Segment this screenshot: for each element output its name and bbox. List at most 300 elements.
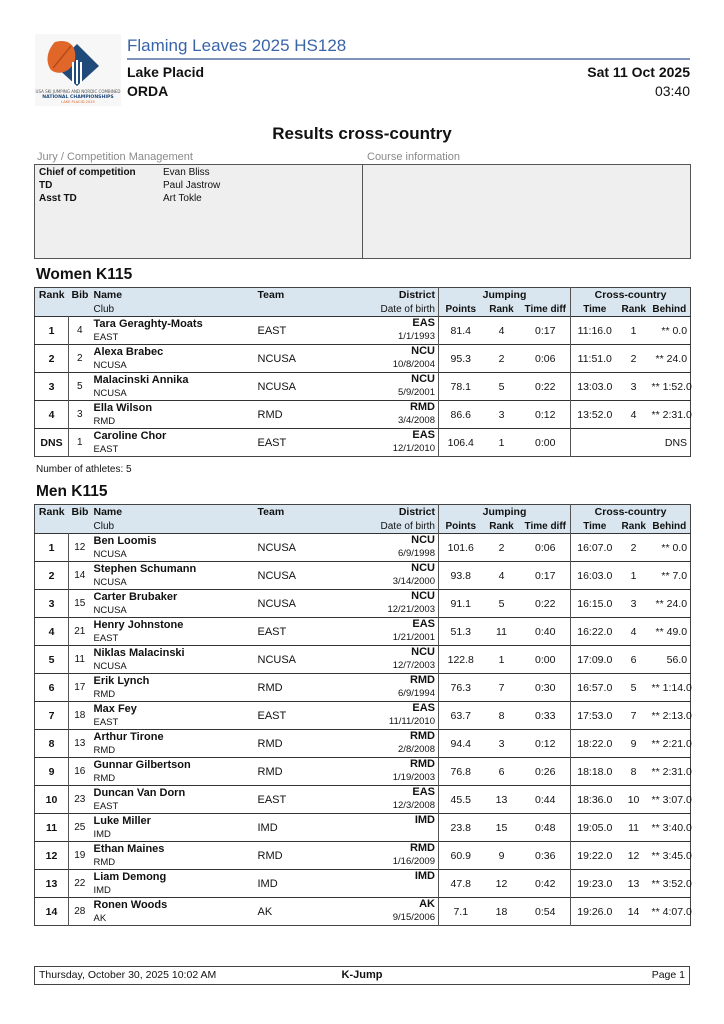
- district-cell: [355, 562, 439, 590]
- team-cell: NCUSA: [255, 590, 355, 618]
- bib-cell: 14: [69, 562, 91, 590]
- athlete-name: Carter Brubaker: [93, 590, 178, 603]
- bib-cell: 23: [69, 786, 91, 814]
- men-results-table: [34, 504, 691, 926]
- course-info-panel: [362, 164, 691, 259]
- col-club: Club: [91, 302, 255, 317]
- athlete-name: Max Fey: [93, 702, 137, 715]
- bib-cell: 28: [69, 898, 91, 926]
- district-cell: [355, 702, 439, 730]
- table-row: [35, 373, 691, 401]
- jump-rank-cell: 4: [483, 562, 521, 590]
- athlete-name: Arthur Tirone: [93, 730, 164, 743]
- col-behind: Behind: [649, 519, 691, 534]
- bib-cell: 3: [69, 401, 91, 429]
- district-cell: [355, 814, 439, 842]
- bib-cell: 4: [69, 317, 91, 345]
- district-code: RMD: [409, 842, 435, 854]
- points-cell: 86.6: [439, 401, 483, 429]
- name-cell: [91, 562, 255, 590]
- jump-rank-cell: 5: [483, 590, 521, 618]
- jury-row: [39, 167, 210, 178]
- district-cell: [355, 842, 439, 870]
- jump-rank-cell: 6: [483, 758, 521, 786]
- athlete-name: Liam Demong: [93, 870, 167, 883]
- date-of-birth: 6/9/1998: [398, 548, 435, 559]
- document-title: Results cross-country: [272, 124, 452, 143]
- behind-cell: ** 2:31.0: [649, 758, 691, 786]
- course-info-label: Course information: [367, 151, 460, 163]
- time-diff-cell: 0:33: [521, 702, 571, 730]
- xc-time-cell: 17:53.0: [571, 702, 619, 730]
- col-points: Points: [439, 302, 483, 317]
- svg-text:LAKE PLACID 2025: LAKE PLACID 2025: [61, 100, 95, 104]
- time-diff-cell: 0:00: [521, 646, 571, 674]
- team-cell: IMD: [255, 870, 355, 898]
- district-cell: [355, 429, 439, 457]
- table-row: [35, 702, 691, 730]
- col-xc-time: Time: [571, 302, 619, 317]
- col-dob: Date of birth: [355, 519, 439, 534]
- district-code: EAS: [412, 317, 435, 329]
- athlete-club: EAST: [93, 443, 119, 455]
- name-cell: [91, 646, 255, 674]
- svg-text:NATIONAL CHAMPIONSHIPS: NATIONAL CHAMPIONSHIPS: [42, 95, 114, 100]
- jury-role: Asst TD: [39, 193, 77, 204]
- jump-rank-cell: 3: [483, 730, 521, 758]
- table-row: [35, 842, 691, 870]
- col-xc-rank: Rank: [619, 519, 649, 534]
- jump-rank-cell: 1: [483, 429, 521, 457]
- jury-role: TD: [39, 180, 53, 191]
- bib-cell: 5: [69, 373, 91, 401]
- points-cell: 60.9: [439, 842, 483, 870]
- athlete-name: Tara Geraghty-Moats: [93, 317, 203, 330]
- team-cell: EAST: [255, 786, 355, 814]
- behind-cell: ** 3:52.0: [649, 870, 691, 898]
- time-diff-cell: 0:26: [521, 758, 571, 786]
- col-points: Points: [439, 519, 483, 534]
- athlete-club: IMD: [93, 828, 111, 840]
- xc-rank-cell: 4: [619, 401, 649, 429]
- col-time-diff: Time diff: [521, 519, 571, 534]
- xc-rank-cell: 3: [619, 373, 649, 401]
- date-of-birth: 12/1/2010: [392, 443, 435, 454]
- date-of-birth: 6/9/1994: [398, 688, 435, 699]
- xc-rank-cell: 5: [619, 674, 649, 702]
- district-code: IMD: [414, 870, 435, 882]
- xc-time-cell: 18:18.0: [571, 758, 619, 786]
- col-team: Team: [255, 288, 355, 303]
- name-cell: [91, 317, 255, 345]
- name-cell: [91, 401, 255, 429]
- xc-rank-cell: 13: [619, 870, 649, 898]
- women-results-table: [34, 287, 691, 457]
- women-category-title: Women K115: [36, 266, 133, 283]
- points-cell: 76.8: [439, 758, 483, 786]
- table-row: [35, 674, 691, 702]
- athlete-club: NCUSA: [93, 604, 127, 616]
- date-of-birth: 12/7/2003: [392, 660, 435, 671]
- district-cell: [355, 345, 439, 373]
- athlete-club: RMD: [93, 744, 116, 756]
- time-diff-cell: 0:22: [521, 590, 571, 618]
- leaf-logo-icon: [35, 34, 121, 106]
- table-subheader-row: [35, 519, 691, 534]
- team-cell: EAST: [255, 702, 355, 730]
- behind-cell: ** 2:13.0: [649, 702, 691, 730]
- rank-cell: 5: [35, 646, 69, 674]
- district-cell: [355, 590, 439, 618]
- bib-cell: 25: [69, 814, 91, 842]
- district-cell: [355, 373, 439, 401]
- athlete-club: EAST: [93, 716, 119, 728]
- bib-cell: 21: [69, 618, 91, 646]
- col-behind: Behind: [649, 302, 691, 317]
- col-district: District: [355, 505, 439, 520]
- jump-rank-cell: 4: [483, 317, 521, 345]
- points-cell: 7.1: [439, 898, 483, 926]
- athlete-club: NCUSA: [93, 548, 127, 560]
- points-cell: 93.8: [439, 562, 483, 590]
- behind-cell: ** 3:45.0: [649, 842, 691, 870]
- xc-rank-cell: 4: [619, 618, 649, 646]
- time-diff-cell: 0:06: [521, 345, 571, 373]
- table-row: [35, 814, 691, 842]
- time-diff-cell: 0:17: [521, 317, 571, 345]
- name-cell: [91, 534, 255, 562]
- col-xc-rank: Rank: [619, 302, 649, 317]
- jump-rank-cell: 12: [483, 870, 521, 898]
- name-cell: [91, 870, 255, 898]
- bib-cell: 1: [69, 429, 91, 457]
- district-code: AK: [419, 898, 435, 910]
- name-cell: [91, 842, 255, 870]
- bib-cell: 19: [69, 842, 91, 870]
- points-cell: 122.8: [439, 646, 483, 674]
- time-diff-cell: 0:48: [521, 814, 571, 842]
- district-cell: [355, 786, 439, 814]
- date-of-birth: 3/4/2008: [398, 415, 435, 426]
- xc-time-cell: 16:07.0: [571, 534, 619, 562]
- date-of-birth: 12/3/2008: [392, 800, 435, 811]
- table-header-row: [35, 505, 691, 520]
- behind-cell: DNS: [649, 429, 691, 457]
- district-cell: [355, 646, 439, 674]
- name-cell: [91, 730, 255, 758]
- date-of-birth: 1/16/2009: [392, 856, 435, 867]
- time-diff-cell: 0:06: [521, 534, 571, 562]
- athlete-club: RMD: [93, 856, 116, 868]
- rank-cell: 8: [35, 730, 69, 758]
- xc-rank-cell: [619, 429, 649, 457]
- points-cell: 45.5: [439, 786, 483, 814]
- district-code: NCU: [411, 373, 435, 385]
- athlete-name: Henry Johnstone: [93, 618, 184, 631]
- table-row: [35, 758, 691, 786]
- athlete-name: Duncan Van Dorn: [93, 786, 186, 799]
- col-time-diff: Time diff: [521, 302, 571, 317]
- district-code: NCU: [411, 562, 435, 574]
- time-diff-cell: 0:44: [521, 786, 571, 814]
- behind-cell: ** 0.0: [649, 317, 691, 345]
- athlete-club: RMD: [93, 772, 116, 784]
- table-header-row: [35, 288, 691, 303]
- xc-rank-cell: 3: [619, 590, 649, 618]
- points-cell: 23.8: [439, 814, 483, 842]
- date-of-birth: 1/1/1993: [398, 331, 435, 342]
- competition-time: 03:40: [654, 83, 690, 99]
- bib-cell: 18: [69, 702, 91, 730]
- behind-cell: ** 24.0: [649, 345, 691, 373]
- xc-rank-cell: 12: [619, 842, 649, 870]
- points-cell: 91.1: [439, 590, 483, 618]
- xc-time-cell: 17:09.0: [571, 646, 619, 674]
- name-cell: [91, 786, 255, 814]
- district-cell: [355, 317, 439, 345]
- rank-cell: DNS: [35, 429, 69, 457]
- rank-cell: 10: [35, 786, 69, 814]
- behind-cell: ** 2:21.0: [649, 730, 691, 758]
- table-row: [35, 786, 691, 814]
- table-row: [35, 870, 691, 898]
- rank-cell: 11: [35, 814, 69, 842]
- jury-person: Art Tokle: [163, 193, 202, 204]
- behind-cell: ** 2:31.0: [649, 401, 691, 429]
- table-row: [35, 534, 691, 562]
- athlete-club: IMD: [93, 884, 111, 896]
- table-row: [35, 401, 691, 429]
- athlete-name: Luke Miller: [93, 814, 151, 827]
- team-cell: NCUSA: [255, 373, 355, 401]
- xc-time-cell: 19:23.0: [571, 870, 619, 898]
- team-cell: RMD: [255, 758, 355, 786]
- date-of-birth: 9/15/2006: [392, 912, 435, 923]
- athlete-club: AK: [93, 912, 107, 924]
- table-row: [35, 590, 691, 618]
- col-team: Team: [255, 505, 355, 520]
- title-divider: [127, 58, 690, 60]
- svg-text:USA SKI JUMPING AND NORDIC COM: USA SKI JUMPING AND NORDIC COMBINED: [35, 89, 121, 94]
- team-cell: EAST: [255, 618, 355, 646]
- rank-cell: 6: [35, 674, 69, 702]
- table-row: [35, 618, 691, 646]
- rank-cell: 12: [35, 842, 69, 870]
- table-row: [35, 562, 691, 590]
- team-cell: NCUSA: [255, 345, 355, 373]
- points-cell: 94.4: [439, 730, 483, 758]
- xc-time-cell: 11:51.0: [571, 345, 619, 373]
- jury-person: Evan Bliss: [163, 167, 210, 178]
- table-row: [35, 730, 691, 758]
- bib-cell: 2: [69, 345, 91, 373]
- district-code: EAS: [412, 702, 435, 714]
- athlete-name: Alexa Brabec: [93, 345, 164, 358]
- jump-rank-cell: 7: [483, 674, 521, 702]
- event-title: Flaming Leaves 2025 HS128: [127, 36, 347, 55]
- time-diff-cell: 0:17: [521, 562, 571, 590]
- bib-cell: 12: [69, 534, 91, 562]
- district-cell: [355, 898, 439, 926]
- jump-rank-cell: 15: [483, 814, 521, 842]
- jump-rank-cell: 3: [483, 401, 521, 429]
- athlete-name: Ben Loomis: [93, 534, 157, 547]
- col-dob: Date of birth: [355, 302, 439, 317]
- xc-time-cell: 11:16.0: [571, 317, 619, 345]
- jump-rank-cell: 13: [483, 786, 521, 814]
- xc-rank-cell: 11: [619, 814, 649, 842]
- team-cell: RMD: [255, 674, 355, 702]
- xc-time-cell: 16:15.0: [571, 590, 619, 618]
- points-cell: 51.3: [439, 618, 483, 646]
- district-cell: [355, 758, 439, 786]
- date-of-birth: 2/8/2008: [398, 744, 435, 755]
- xc-time-cell: 13:52.0: [571, 401, 619, 429]
- name-cell: [91, 702, 255, 730]
- name-cell: [91, 345, 255, 373]
- district-cell: [355, 618, 439, 646]
- district-code: EAS: [412, 429, 435, 441]
- col-name: Name: [91, 288, 255, 303]
- district-code: RMD: [409, 674, 435, 686]
- points-cell: 81.4: [439, 317, 483, 345]
- team-cell: EAST: [255, 429, 355, 457]
- name-cell: [91, 898, 255, 926]
- time-diff-cell: 0:12: [521, 730, 571, 758]
- xc-time-cell: 16:22.0: [571, 618, 619, 646]
- col-club: Club: [91, 519, 255, 534]
- behind-cell: ** 0.0: [649, 534, 691, 562]
- table-row: [35, 646, 691, 674]
- team-cell: NCUSA: [255, 534, 355, 562]
- rank-cell: 3: [35, 373, 69, 401]
- col-jump-rank: Rank: [483, 519, 521, 534]
- competition-date: Sat 11 Oct 2025: [587, 64, 690, 80]
- name-cell: [91, 618, 255, 646]
- bib-cell: 22: [69, 870, 91, 898]
- behind-cell: ** 3:40.0: [649, 814, 691, 842]
- jury-row: [39, 193, 202, 204]
- date-of-birth: 3/14/2000: [392, 576, 435, 587]
- rank-cell: 2: [35, 562, 69, 590]
- points-cell: 47.8: [439, 870, 483, 898]
- rank-cell: 4: [35, 618, 69, 646]
- col-xc-time: Time: [571, 519, 619, 534]
- behind-cell: 56.0: [649, 646, 691, 674]
- behind-cell: ** 4:07.0: [649, 898, 691, 926]
- print-timestamp: Thursday, October 30, 2025 10:02 AM: [39, 969, 217, 981]
- team-cell: RMD: [255, 401, 355, 429]
- behind-cell: ** 7.0: [649, 562, 691, 590]
- xc-rank-cell: 7: [619, 702, 649, 730]
- athlete-count: Number of athletes: 5: [36, 464, 132, 475]
- team-cell: IMD: [255, 814, 355, 842]
- software-name: K-Jump: [341, 969, 383, 981]
- col-bib: Bib: [69, 505, 91, 520]
- xc-rank-cell: 9: [619, 730, 649, 758]
- xc-time-cell: 18:36.0: [571, 786, 619, 814]
- xc-time-cell: 19:05.0: [571, 814, 619, 842]
- venue-location: Lake Placid: [127, 64, 205, 80]
- jump-rank-cell: 2: [483, 345, 521, 373]
- date-of-birth: 5/9/2001: [398, 387, 435, 398]
- xc-rank-cell: 2: [619, 345, 649, 373]
- district-code: RMD: [409, 730, 435, 742]
- points-cell: 76.3: [439, 674, 483, 702]
- district-code: NCU: [411, 646, 435, 658]
- name-cell: [91, 758, 255, 786]
- bib-cell: 11: [69, 646, 91, 674]
- district-code: NCU: [411, 345, 435, 357]
- rank-cell: 7: [35, 702, 69, 730]
- jump-rank-cell: 2: [483, 534, 521, 562]
- district-code: EAS: [412, 786, 435, 798]
- athlete-name: Erik Lynch: [93, 674, 150, 687]
- time-diff-cell: 0:54: [521, 898, 571, 926]
- bib-cell: 17: [69, 674, 91, 702]
- date-of-birth: 1/19/2003: [392, 772, 435, 783]
- jump-rank-cell: 1: [483, 646, 521, 674]
- time-diff-cell: 0:12: [521, 401, 571, 429]
- team-cell: RMD: [255, 730, 355, 758]
- xc-time-cell: 18:22.0: [571, 730, 619, 758]
- rank-cell: 9: [35, 758, 69, 786]
- time-diff-cell: 0:30: [521, 674, 571, 702]
- men-category-title: Men K115: [36, 483, 108, 500]
- rank-cell: 13: [35, 870, 69, 898]
- event-logo: [35, 34, 121, 106]
- page-number: Page 1: [651, 969, 685, 981]
- rank-cell: 1: [35, 317, 69, 345]
- jump-rank-cell: 11: [483, 618, 521, 646]
- jury-panel: [34, 164, 363, 259]
- athlete-name: Gunnar Gilbertson: [93, 758, 191, 771]
- xc-time-cell: [571, 429, 619, 457]
- col-group-xc: Cross-country: [571, 288, 691, 303]
- athlete-club: RMD: [93, 688, 116, 700]
- col-rank: Rank: [35, 288, 69, 303]
- date-of-birth: 10/8/2004: [392, 359, 435, 370]
- name-cell: [91, 429, 255, 457]
- date-of-birth: 1/21/2001: [392, 632, 435, 643]
- jury-person: Paul Jastrow: [163, 180, 221, 191]
- athlete-name: Stephen Schumann: [93, 562, 197, 575]
- time-diff-cell: 0:00: [521, 429, 571, 457]
- bib-cell: 16: [69, 758, 91, 786]
- points-cell: 95.3: [439, 345, 483, 373]
- behind-cell: ** 3:07.0: [649, 786, 691, 814]
- jury-label: Jury / Competition Management: [37, 151, 193, 163]
- jump-rank-cell: 8: [483, 702, 521, 730]
- points-cell: 63.7: [439, 702, 483, 730]
- bib-cell: 13: [69, 730, 91, 758]
- time-diff-cell: 0:42: [521, 870, 571, 898]
- athlete-club: NCUSA: [93, 660, 127, 672]
- points-cell: 78.1: [439, 373, 483, 401]
- name-cell: [91, 373, 255, 401]
- rank-cell: 14: [35, 898, 69, 926]
- table-subheader-row: [35, 302, 691, 317]
- table-row: [35, 898, 691, 926]
- col-group-jumping: Jumping: [439, 505, 571, 520]
- athlete-club: NCUSA: [93, 359, 127, 371]
- behind-cell: ** 49.0: [649, 618, 691, 646]
- xc-rank-cell: 6: [619, 646, 649, 674]
- col-jump-rank: Rank: [483, 302, 521, 317]
- rank-cell: 4: [35, 401, 69, 429]
- jury-row: [39, 180, 220, 191]
- district-cell: [355, 401, 439, 429]
